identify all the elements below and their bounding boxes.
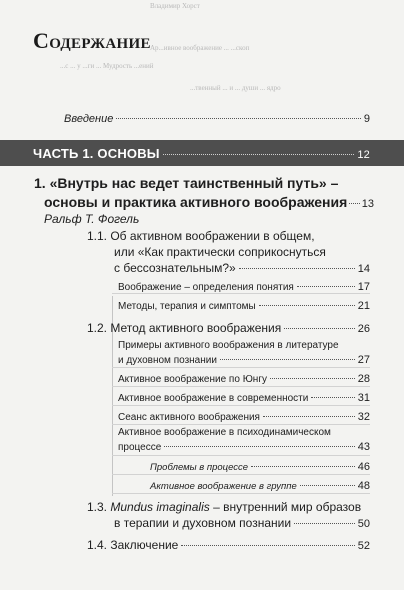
entry-label-line1: Примеры активного воображения в литературе: [118, 340, 339, 351]
page-number: 26: [357, 323, 370, 335]
chapter-title-line2: [44, 194, 374, 210]
toc-entry-1-2[interactable]: [87, 321, 370, 335]
row-rule: [112, 367, 370, 368]
entry-prefix: 1.3.: [87, 500, 111, 514]
dot-leader: [311, 397, 354, 398]
show-through-text: Владимир Хорст: [150, 2, 200, 10]
page-number: 46: [357, 461, 370, 473]
entry-label: процессе: [118, 442, 162, 453]
page-title: Содержание: [33, 28, 151, 53]
dot-leader: [239, 268, 355, 269]
entry-label: Активное воображение по Юнгу: [118, 374, 267, 385]
page-number: 27: [357, 354, 370, 366]
dot-leader: [220, 359, 355, 360]
entry-label-line2: или «Как практически соприкоснуться: [114, 245, 326, 259]
page-number: 13: [361, 198, 374, 210]
dot-leader: [181, 545, 354, 546]
entry-line2: [118, 354, 370, 366]
page-number: 9: [363, 113, 370, 125]
entry-rest: – внутренний мир образов: [209, 500, 362, 514]
entry-label: в терапии и духовном познании: [114, 516, 292, 530]
entry-label: и духовном познании: [118, 355, 217, 366]
dot-leader: [163, 154, 355, 155]
toc-entry-1-1-b[interactable]: [118, 300, 370, 312]
page-number: 31: [357, 392, 370, 404]
dot-leader: [259, 305, 355, 306]
entry-label: Методы, терапия и симптомы: [118, 301, 256, 312]
toc-entry-1-2-d[interactable]: [118, 411, 370, 423]
chapter-title-line1: 1. «Внутрь нас ведет таинственный путь» –: [34, 175, 339, 191]
entry-label: основы и практика активного воображения: [44, 194, 348, 210]
part-header-bar: [0, 140, 404, 166]
entry-label: Проблемы в процессе: [150, 462, 249, 473]
page-number: 28: [357, 373, 370, 385]
dot-leader: [116, 118, 361, 119]
entry-label: Сеанс активного воображения: [118, 412, 260, 423]
entry-label-line1: [87, 500, 361, 514]
dot-leader: [263, 416, 355, 417]
row-rule: [112, 493, 370, 494]
page-number: 32: [357, 411, 370, 423]
dot-leader: [270, 378, 355, 379]
entry-label: 1.2. Метод активного воображения: [87, 321, 282, 335]
dot-leader: [294, 523, 355, 524]
row-rule: [112, 424, 370, 425]
row-rule: [112, 386, 370, 387]
entry-label-line1: Активное воображение в психодинамическом: [118, 427, 331, 438]
show-through-text: ...с ... у ...ги ... Мудрость ...ений: [60, 62, 154, 70]
dot-leader: [300, 485, 355, 486]
row-rule: [112, 405, 370, 406]
page-number: 43: [357, 441, 370, 453]
row-rule: [112, 293, 370, 294]
page-number: 12: [357, 149, 370, 161]
page-number: 52: [357, 540, 370, 552]
toc-entry-1-2-e2[interactable]: [150, 480, 370, 492]
dot-leader: [164, 446, 354, 447]
show-through-text: ...твенный ... и ... души ... ядро: [190, 84, 281, 92]
toc-entry-intro[interactable]: [64, 113, 370, 125]
entry-line3: [114, 261, 370, 275]
entry-label: Введение: [64, 113, 114, 125]
entry-label: Воображение – определения понятия: [118, 282, 294, 293]
entry-label: 1.4. Заключение: [87, 538, 179, 552]
row-rule: [112, 474, 370, 475]
page-number: 14: [357, 263, 370, 275]
toc-entry-1-2-b[interactable]: [118, 373, 370, 385]
entry-label: Активное воображение в современности: [118, 393, 309, 404]
page-number: 50: [357, 518, 370, 530]
page-number: 21: [357, 300, 370, 312]
toc-entry-part-1[interactable]: [33, 146, 370, 161]
page-number: 17: [357, 281, 370, 293]
dot-leader: [284, 328, 354, 329]
row-rule: [112, 455, 370, 456]
toc-entry-1-2-c[interactable]: [118, 392, 370, 404]
entry-label-line1: 1.1. Об активном воображении в общем,: [87, 229, 315, 243]
entry-label: с бессознательным?»: [114, 261, 236, 275]
toc-entry-1-2-e1[interactable]: [150, 461, 370, 473]
chapter-author: Ральф Т. Фогель: [44, 212, 140, 226]
indent-rule: [112, 336, 113, 496]
entry-line2: [118, 441, 370, 453]
toc-entry-1-4[interactable]: [87, 538, 370, 552]
entry-italic-term: Mundus imaginalis: [110, 500, 210, 514]
show-through-text: Ар...ивное воображение ... ...скоп: [150, 44, 250, 52]
entry-label: ЧАСТЬ 1. ОСНОВЫ: [33, 146, 160, 161]
dot-leader: [297, 286, 355, 287]
entry-label: Активное воображение в группе: [150, 481, 297, 492]
dot-leader: [251, 466, 355, 467]
entry-line2: [114, 516, 370, 530]
dot-leader: [349, 203, 359, 204]
page-number: 48: [357, 480, 370, 492]
toc-entry-1-1-a[interactable]: [118, 281, 370, 293]
